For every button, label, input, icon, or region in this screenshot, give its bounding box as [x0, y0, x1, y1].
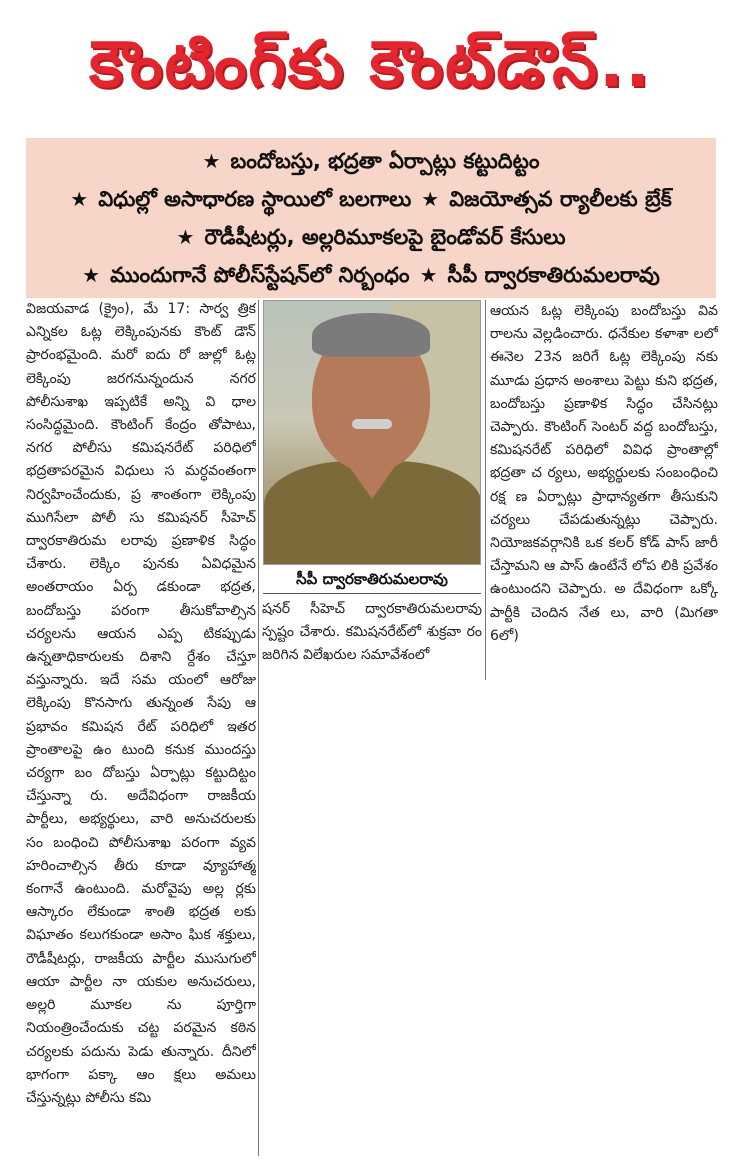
- subheadline-text: ముందుగానే పోలీస్‌స్టేషన్‌లో నిర్బంధం: [110, 263, 410, 287]
- photo-caption: సీపీ ద్వారకాతిరుమలరావు: [263, 568, 481, 594]
- subheadline-text: సీపీ ద్వారకాతిరుమలరావు: [447, 263, 660, 287]
- subheadline-line-1: [34, 144, 708, 178]
- subheadline-text: రౌడీషీటర్లు, అల్లరిమూకలపై బైండోవర్ కేసులు: [204, 225, 566, 249]
- subheadline-line-2: [34, 182, 708, 216]
- star-icon: ★: [70, 187, 89, 211]
- star-icon: ★: [421, 187, 440, 211]
- subheadline-line-3: [34, 220, 708, 254]
- column-divider: [485, 300, 486, 680]
- subheadline-text: బందోబస్తు, భద్రతా ఏర్పాట్లు కట్టుదిట్టం: [230, 149, 540, 173]
- subheadline-line-4: [34, 258, 708, 292]
- star-icon: ★: [176, 225, 195, 249]
- column-divider: [258, 300, 259, 1156]
- subheadline-box: [26, 138, 716, 298]
- mustache-shape: [352, 419, 392, 429]
- article-column-2: షనర్ సీహెచ్ ద్వారకాతిరుమలరావు స్పష్టం చేశారు. కమిషనరేట్‌లో శుక్రవా రం జరిగిన విలేఖరుల సమావేశంలో: [262, 601, 482, 664]
- star-icon: ★: [419, 263, 438, 287]
- headline: [24, 8, 717, 136]
- hair-shape: [312, 313, 430, 357]
- article-column-1: విజయవాడ (క్రైం), మే 17: సార్వ త్రిక ఎన్నికల ఓట్ల లెక్కింపునకు కౌంట్ డౌన్ ప్రారంభమైంది. మరో ఐదు రో జుల్లో ఓట్ల లెక్కింపు జరగనున్నందున నగర పోలీసుశాఖ ఇప్పటికే అన్ని వి ధాల సంసిద్ధమైంది. కౌంటింగ్ కేంద్రం తోపాటు, నగర పోలీసు కమిషనరేట్ పరిధిలో భద్రతాపరమైన విధులు స మర్ధవంతంగా నిర్వహించేందుకు, ప్ర శాంతంగా లెక్కింపు ముగిసేలా పోలీ సు కమిషనర్ సీహెచ్ ద్వారకాతిరుమ లరావు ప్రణాళిక సిద్ధం చేశారు. లెక్కిం పునకు ఏవిధమైన అంతరాయం ఏర్ప డకుండా భద్రత, బందోబస్తు పరంగా తీసుకోవాల్సిన చర్యలను ఆయన ఎప్ప టికప్పుడు ఉన్నతాధికారులకు దిశాని ర్దేశం చేస్తూ వస్తున్నారు. ఇదే సమ యంలో ఆరోజు లెక్కింపు కొనసాగు తున్నంత సేపు ఆ ప్రభావం కమిషన రేట్ పరిధిలో ఇతర ప్రాంతాలపై ఉం టుంది కనుక ముందస్తు చర్యగా బం దోబస్తు ఏర్పాట్లు కట్టుదిట్టం చేస్తున్నా రు. అదేవిధంగా రాజకీయ పార్టీలు, అభ్యర్థులు, వారి అనుచరులకు సం బంధించి పోలీసుశాఖ పరంగా వ్యవ హరించాల్సిన తీరు కూడా వ్యూహాత్మ కంగానే ఉంటుంది. మరోవైపు అల్ల ర్లకు ఆస్కారం లేకుండా శాంతి భద్రత లకు విఘాతం కలుగకుండా అసాం ఘిక శక్తులు, రౌడీషీటర్లు, రాజకీయ పార్టీల ముసుగులో ఆయా పార్టీల నా యకుల అనుచరులు, అల్లరి మూకల ను పూర్తిగా నియంత్రించేందుకు చట్ట పరమైన కఠిన చర్యలకు పదును పెడు తున్నారు. దీనిలో భాగంగా పక్కా ఆం క్షలు అమలు చేస్తున్నట్లు పోలీసు కమి: [26, 301, 256, 1106]
- headline-text: కౌంటింగ్‌కు కౌంట్‌డౌన్..: [89, 27, 652, 102]
- subheadline-text: విధుల్లో అసాధారణ స్థాయిలో బలగాలు: [98, 187, 412, 211]
- subheadline-text: విజయోత్సవ ర్యాలీలకు బ్రేక్: [449, 187, 672, 211]
- article-column-3: ఆయన ఓట్ల లెక్కింపు బందోబస్తు వివ రాలను వెల్లడించారు. ధనేకుల కళాశా లలో ఈనెల 23న జరిగే ఓట్ల లెక్కింపు నకు మూడు ప్రధాన అంశాలు పెట్టు కుని భద్రత, బందోబస్తు ప్రణాళిక సిద్ధం చేసినట్లు చెప్పారు. కౌంటింగ్ సెంటర్ వద్ద బందోబస్తు, కమిషనరేట్ పరిధిలో వివిధ ప్రాంతాల్లో భద్రతా చ ర్యలు, అభ్యర్థులకు సంబంధించి రక్ష ణ ఏర్పాట్లు ప్రాధాన్యతగా తీసుకుని చర్యలు చేపడుతున్నట్లు చెప్పారు. నియోజకవర్గానికి ఒక కలర్ కోడ్ పాస్ జారీ చేస్తామని ఆ పాస్ ఉంటేనే లోప లికి ప్రవేశం ఉంటుందని చెప్పారు. అ దేవిధంగా ఒక్కో పార్టీకి చెందిన నేత లు, వారి (మిగతా 6లో): [490, 303, 718, 644]
- star-icon: ★: [82, 263, 101, 287]
- commissioner-photo: [263, 300, 481, 565]
- star-icon: ★: [202, 149, 221, 173]
